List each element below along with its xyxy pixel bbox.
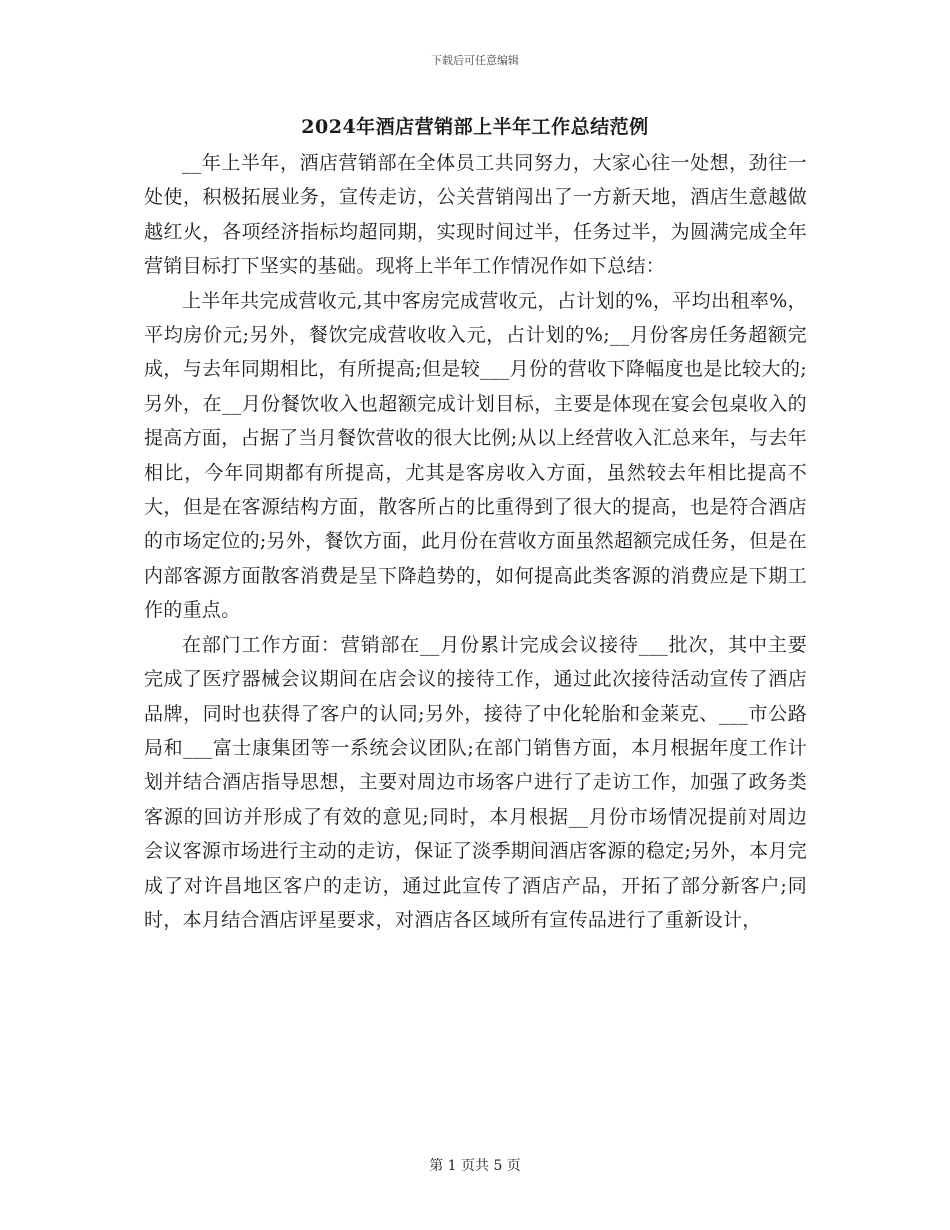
document-body xyxy=(144,146,807,937)
header-note: 下载后可任意编辑 xyxy=(431,54,519,67)
paragraph-intro: __年上半年，酒店营销部在全体员工共同努力，大家心往一处想，劲往一处使，积极拓展业务，宣传走访，公关营销闯出了一方新天地，酒店生意越做越红火，各项经济指标均超同期，实现时间过半，任务过半，为圆满完成全年营销目标打下坚实的基础。现将上半年工作情况作如下总结： xyxy=(144,152,807,278)
paragraph-department-work: 在部门工作方面：营销部在__月份累计完成会议接待___批次，其中主要完成了医疗器械会议期间在店会议的接待工作，通过此次接待活动宣传了酒店品牌，同时也获得了客户的认同;另外，接待了中化轮胎和金莱克、___市公路局和___富士康集团等一系统会议团队;在部门销售方面，本月根据年度工作计划并结合酒店指导思想，主要对周边市场客户进行了走访工作，加强了政务类客源的回访并形成了有效的意见;同时，本月根据__月份市场情况提前对周边会议客源市场进行主动的走访，保证了淡季期间酒店客源的稳定;另外，本月完成了对许昌地区客户的走访，通过此宣传了酒店产品，开拓了部分新客户;同时，本月结合酒店评星要求，对酒店各区域所有宣传品进行了重新设计， xyxy=(144,633,807,931)
page-number: 第 1 页共 5 页 xyxy=(429,1158,521,1174)
document-title: 2024年酒店营销部上半年工作总结范例 xyxy=(301,116,649,138)
paragraph-revenue: 上半年共完成营收元,其中客房完成营收元，占计划的%，平均出租率%，平均房价元;另外，餐饮完成营收收入元，占计划的%;__月份客房任务超额完成，与去年同期相比，有所提高;但是较___月份的营收下降幅度也是比较大的;另外，在__月份餐饮收入也超额完成计划目标，主要是体现在宴会包桌收入的提高方面，占据了当月餐饮营收的很大比例;从以上经营收入汇总来年，与去年相比，今年同期都有所提高，尤其是客房收入方面，虽然较去年相比提高不大，但是在客源结构方面，散客所占的比重得到了很大的提高，也是符合酒店的市场定位的;另外，餐饮方面，此月份在营收方面虽然超额完成任务，但是在内部客源方面散客消费是呈下降趋势的，如何提高此类客源的消费应是下期工作的重点。 xyxy=(144,289,807,622)
